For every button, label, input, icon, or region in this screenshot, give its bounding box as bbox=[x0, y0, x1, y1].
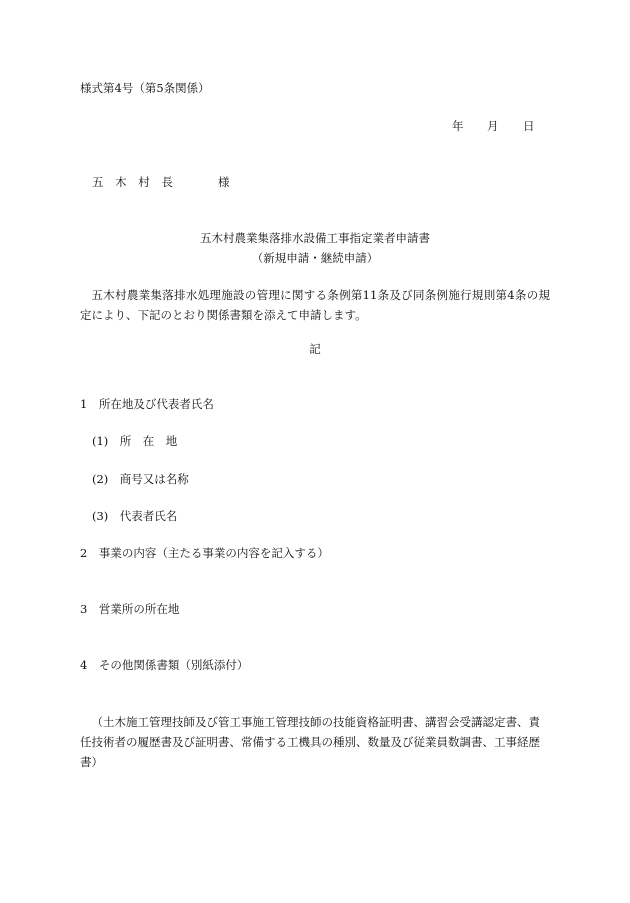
item-2-business-content: 2 事業の内容（主たる事業の内容を記入する） bbox=[80, 546, 329, 560]
item-1-sub-trade-name: (2) 商号又は名称 bbox=[92, 472, 189, 486]
date-year-label: 年 bbox=[452, 119, 464, 133]
document-title: 五木村農業集落排水設備工事指定業者申請書 bbox=[200, 231, 430, 245]
item-4-other-documents: 4 その他関係書類（別紙添付） bbox=[80, 658, 249, 672]
item-1-sub-location: (1) 所 在 地 bbox=[92, 434, 178, 448]
date-day-label: 日 bbox=[523, 119, 535, 133]
addressee-name: 五 木 村 長 bbox=[92, 175, 177, 189]
document-subtitle: （新規申請・継続申請） bbox=[251, 251, 379, 265]
item-1-sub-representative: (3) 代表者氏名 bbox=[92, 509, 178, 523]
form-number-label: 様式第4号（第5条関係） bbox=[80, 81, 210, 95]
application-body-text: 五木村農業集落排水処理施設の管理に関する条例第11条及び同条例施行規則第4条の規定により、下記のとおり関係書類を添えて申請します。 bbox=[80, 288, 550, 322]
addressee-honorific: 様 bbox=[218, 175, 230, 189]
ki-heading: 記 bbox=[309, 342, 321, 356]
item-3-office-location: 3 営業所の所在地 bbox=[80, 602, 180, 616]
date-month-label: 月 bbox=[487, 119, 499, 133]
attached-documents-note: （土木施工管理技師及び管工事施工管理技師の技能資格証明書、講習会受講認定書、責任技術者の履歴書及び証明書、常備する工機具の種別、数量及び従業員数調書、工事経歴書） bbox=[80, 715, 540, 769]
item-1-location-representative: 1 所在地及び代表者氏名 bbox=[80, 397, 214, 411]
